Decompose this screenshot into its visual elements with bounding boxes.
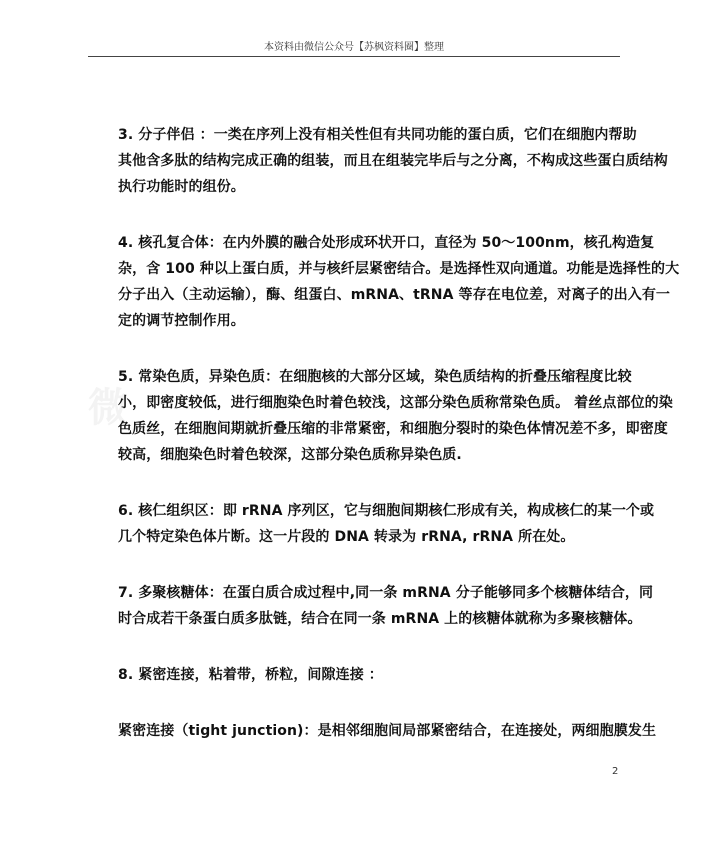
paragraph-8 [118,662,628,688]
page-header: 本资料由微信公众号【苏枫资料圈】整理 [264,42,444,53]
text-line: 5. 常染色质，异染色质：在细胞核的大部分区域，染色质结构的折叠压缩程度比较 [118,369,632,385]
text-line: 较高，细胞染色时着色较深，这部分染色质称异染色质. [118,447,462,463]
paragraph-7 [118,580,654,632]
text-line: 执行功能时的组份。 [118,179,245,195]
paragraph-5 [118,364,673,468]
watermark-text: 微 [88,385,128,431]
text-line: 6. 核仁组织区：即 rRNA 序列区，它与细胞间期核仁形成有关，构成核仁的某一个或 [118,503,655,519]
text-line: 小，即密度较低，进行细胞染色时着色较浅，这部分染色质称常染色质。 着丝点部位的染 [118,395,673,411]
header-divider [88,56,620,57]
paragraph-6 [118,498,655,550]
text-line: 色质丝，在细胞间期就折叠压缩的非常紧密，和细胞分裂时的染色体情况差不多，即密度 [118,421,668,437]
text-line: 定的调节控制作用。 [118,313,245,329]
document-body [118,122,680,744]
text-line: 紧密连接（tight junction)：是相邻细胞间局部紧密结合，在连接处，两细胞膜发生 [118,723,657,739]
text-line: 杂，含 100 种以上蛋白质，并与核纤层紧密结合。是选择性双向通道。功能是选择性的大 [118,261,680,277]
page-number: 2 [612,766,619,777]
text-line: 7. 多聚核糖体：在蛋白质合成过程中,同一条 mRNA 分子能够同多个核糖体结合，同 [118,585,654,601]
text-line: 3. 分子伴侣 ：一类在序列上没有相关性但有共同功能的蛋白质，它们在细胞内帮助 [118,127,637,143]
paragraph-3 [118,122,668,200]
text-line: 其他含多肽的结构完成正确的组装，而且在组装完毕后与之分离，不构成这些蛋白质结构 [118,153,668,169]
text-line: 8. 紧密连接，粘着带，桥粒，间隙连接 ： [118,667,383,683]
paragraph-tight-junction [118,718,657,744]
text-line: 几个特定染色体片断。这一片段的 DNA 转录为 rRNA, rRNA 所在处。 [118,529,575,545]
text-line: 4. 核孔复合体：在内外膜的融合处形成环状开口，直径为 50～100nm，核孔构造复 [118,235,655,251]
text-line: 时合成若干条蛋白质多肽链，结合在同一条 mRNA 上的核糖体就称为多聚核糖体。 [118,611,642,627]
paragraph-4 [118,230,680,334]
text-line: 分子出入（主动运输），酶、组蛋白、mRNA、tRNA 等存在电位差，对离子的出入有一 [118,287,671,303]
